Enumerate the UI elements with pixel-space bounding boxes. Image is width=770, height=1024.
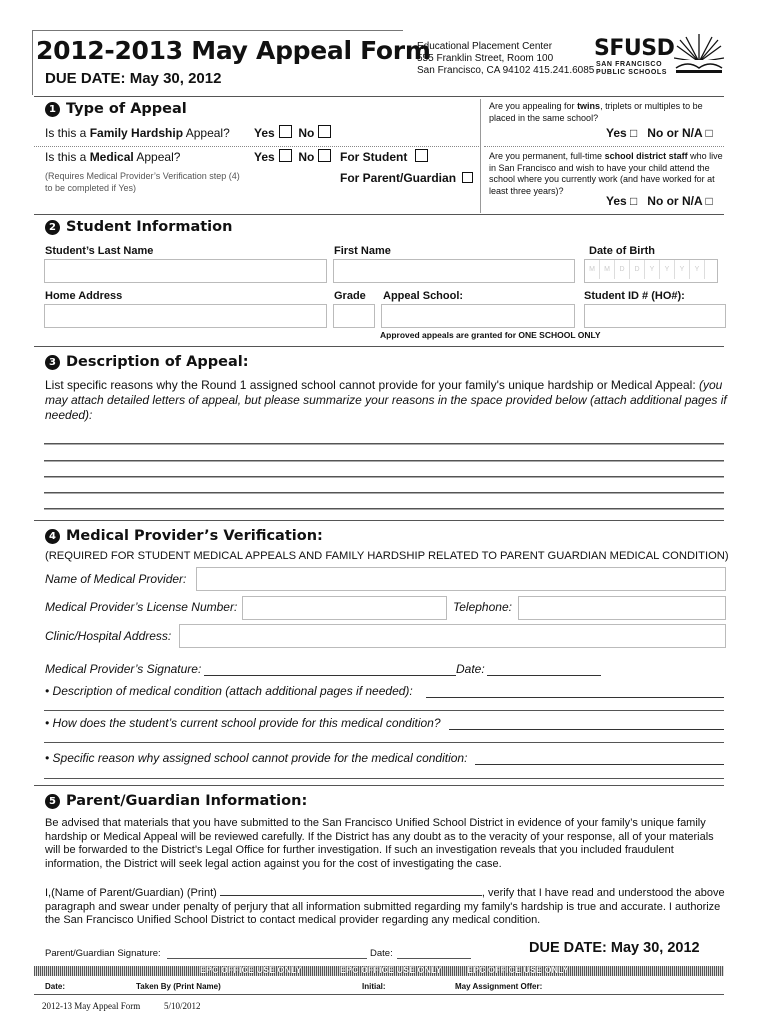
- dob-cell: D: [615, 260, 630, 279]
- medical-note: (Requires Medical Provider’s Verification step (4) to be completed if Yes): [45, 171, 240, 193]
- section5-heading: [45, 793, 307, 809]
- provider-name-input[interactable]: [196, 567, 726, 591]
- divider: [34, 520, 724, 521]
- office-taken-by-label: Taken By (Print Name): [136, 982, 221, 991]
- description-lines[interactable]: [44, 438, 724, 510]
- section-number-icon: 3: [45, 355, 60, 370]
- dob-cell: D: [630, 260, 645, 279]
- parent-name-line[interactable]: [220, 886, 482, 896]
- signature-line[interactable]: [204, 675, 456, 676]
- medical-options: [254, 149, 331, 164]
- form-title: 2012-2013 May Appeal Form: [36, 36, 431, 65]
- yes-label: Yes: [254, 126, 275, 140]
- due-date-footer: DUE DATE: May 30, 2012: [529, 940, 700, 956]
- dob-cell: M: [600, 260, 615, 279]
- section3-heading: [45, 354, 249, 370]
- student-id-input[interactable]: [584, 304, 726, 328]
- section3-title: Description of Appeal:: [66, 354, 249, 370]
- sig-date-line[interactable]: [487, 675, 601, 676]
- condition-line-2[interactable]: [44, 710, 724, 711]
- attestation-start: I,(Name of Parent/Guardian) (Print): [45, 887, 220, 899]
- home-address-input[interactable]: [44, 304, 327, 328]
- staff-question: [489, 151, 725, 197]
- q-bold: school district staff: [604, 151, 688, 161]
- instructions-italic: (you may attach detailed letters of appeal, but please summarize your reasons in the space provided below (attach additional pages if needed):: [45, 378, 727, 422]
- for-student-label: For Student: [340, 150, 408, 164]
- q-text: Appeal?: [183, 126, 230, 140]
- golden-gate-icon: [674, 32, 724, 78]
- vertical-divider: [480, 99, 481, 213]
- dob-cell: Y: [675, 260, 690, 279]
- dob-label: Date of Birth: [589, 245, 655, 257]
- medical-yes-checkbox[interactable]: [279, 149, 292, 162]
- dob-input[interactable]: [584, 259, 718, 283]
- for-parent-label: For Parent/Guardian: [340, 171, 457, 185]
- bullet-current-school: • How does the student’s current school provide for this medical condition?: [45, 716, 441, 730]
- section-number-icon: 2: [45, 220, 60, 235]
- office-initial-label: Initial:: [362, 982, 386, 991]
- hardship-no-checkbox[interactable]: [318, 125, 331, 138]
- license-label: Medical Provider’s License Number:: [45, 600, 238, 614]
- address-line-1: Educational Placement Center: [417, 41, 553, 52]
- section4-required: (REQUIRED FOR STUDENT MEDICAL APPEALS AND FAMILY HARDSHIP RELATED TO PARENT GUARDIAN MEDICAL CONDITION): [45, 550, 729, 562]
- section3-instructions: [45, 378, 730, 423]
- q-text: who live in San Francisco and wish to have your child attend the school where you currently work (and have worked for at least three years)?: [489, 151, 723, 196]
- q-text: Is this a: [45, 126, 90, 140]
- home-address-label: Home Address: [45, 290, 123, 302]
- section5-title: Parent/Guardian Information:: [66, 793, 308, 809]
- license-input[interactable]: [242, 596, 447, 620]
- for-parent-checkbox[interactable]: [462, 172, 473, 183]
- logo-sub-2: PUBLIC SCHOOLS: [596, 69, 668, 76]
- q-text: Appeal?: [133, 150, 181, 164]
- dob-cell: Y: [645, 260, 660, 279]
- section4-heading: [45, 528, 323, 544]
- for-student-checkbox[interactable]: [415, 149, 428, 162]
- section1-heading: [45, 101, 187, 117]
- q-text: Are you appealing for: [489, 101, 578, 111]
- last-name-input[interactable]: [44, 259, 327, 283]
- current-school-line-2[interactable]: [44, 742, 724, 743]
- twins-question: [489, 101, 725, 124]
- grade-label: Grade: [334, 290, 366, 302]
- section1-title: Type of Appeal: [66, 101, 187, 117]
- clinic-label: Clinic/Hospital Address:: [45, 629, 172, 643]
- twins-options[interactable]: Yes □ No or N/A □: [606, 126, 713, 140]
- hardship-options: [254, 125, 331, 140]
- bullet-condition: • Description of medical condition (attach additional pages if needed):: [45, 684, 413, 698]
- divider: [34, 96, 724, 97]
- no-label: No: [298, 126, 315, 140]
- section4-title: Medical Provider’s Verification:: [66, 528, 323, 544]
- bullet-assigned-school: • Specific reason why assigned school cannot provide for the medical condition:: [45, 751, 468, 765]
- medical-question: [45, 150, 180, 164]
- dob-cell: M: [585, 260, 600, 279]
- office-address: [417, 41, 594, 77]
- office-use-label: EPC OFFICE USE ONLY: [340, 965, 442, 975]
- q-bold: twins: [577, 101, 601, 111]
- yes-label: Yes: [254, 150, 275, 164]
- section2-title: Student Information: [66, 219, 233, 235]
- appeal-school-label: Appeal School:: [383, 290, 464, 302]
- section2-heading: [45, 219, 232, 235]
- parent-signature-label: Parent/Guardian Signature:: [45, 948, 161, 959]
- q-bold: Medical: [89, 150, 134, 164]
- last-name-label: Student’s Last Name: [45, 245, 154, 257]
- dotted-divider: [484, 146, 724, 147]
- current-school-line[interactable]: [449, 729, 724, 730]
- parent-date-line[interactable]: [397, 958, 471, 959]
- hardship-yes-checkbox[interactable]: [279, 125, 292, 138]
- divider: [34, 214, 724, 215]
- telephone-input[interactable]: [518, 596, 726, 620]
- first-name-input[interactable]: [333, 259, 575, 283]
- section-number-icon: 4: [45, 529, 60, 544]
- medical-no-checkbox[interactable]: [318, 149, 331, 162]
- divider: [34, 346, 724, 347]
- first-name-label: First Name: [334, 245, 391, 257]
- provider-name-label: Name of Medical Provider:: [45, 572, 187, 586]
- q-text: , triplets or multiples to be placed in the same school?: [489, 101, 703, 123]
- section-number-icon: 1: [45, 102, 60, 117]
- attestation-paragraph: [45, 886, 725, 928]
- office-date-label: Date:: [45, 982, 66, 991]
- for-parent-option: [340, 171, 473, 185]
- due-date-header: DUE DATE: May 30, 2012: [45, 70, 222, 87]
- grade-input[interactable]: [333, 304, 375, 328]
- appeal-school-input[interactable]: [381, 304, 575, 328]
- student-id-label: Student ID # (HO#):: [584, 290, 685, 302]
- assigned-school-line[interactable]: [475, 764, 724, 765]
- dob-cell: Y: [690, 260, 705, 279]
- signature-label: Medical Provider’s Signature:: [45, 662, 202, 676]
- q-text: Is this a: [45, 150, 90, 164]
- for-student-option: [340, 149, 428, 164]
- attestation-end: , verify that I have read and understood the above paragraph and swear under penalty of perjury that all information submitted regarding my family's hardship is true and accurate. I authorize the San Francisco Unified School District to contact medical provider regarding any medical condition.: [45, 887, 725, 927]
- logo-text: SFUSD: [594, 36, 675, 61]
- assigned-school-line-2[interactable]: [44, 778, 724, 779]
- footer-date: 5/10/2012: [164, 1001, 201, 1011]
- staff-options[interactable]: Yes □ No or N/A □: [606, 194, 713, 208]
- office-use-label: EPC OFFICE USE ONLY: [467, 965, 569, 975]
- address-line-2: 555 Franklin Street, Room 100: [417, 53, 554, 64]
- hardship-question: [45, 126, 230, 140]
- logo-sub-1: SAN FRANCISCO: [596, 61, 663, 68]
- address-line-3: San Francisco, CA 94102 415.241.6085: [417, 65, 595, 76]
- office-offer-label: May Assignment Offer:: [455, 982, 543, 991]
- dob-cell: Y: [660, 260, 675, 279]
- section-number-icon: 5: [45, 794, 60, 809]
- q-bold: Family Hardship: [89, 126, 184, 140]
- parent-date-label: Date:: [370, 948, 393, 959]
- parent-signature-line[interactable]: [167, 958, 367, 959]
- divider: [34, 994, 724, 995]
- advisory-paragraph: Be advised that materials that you have submitted to the San Francisco Unified School District in evidence of your family’s unique family hardship or Medical Appeal will be reviewed carefully. If the District has any doubt as to the veracity of your response, all of your materials will be forwarded to the District’s Legal Office for further investigation. If such an investigation reveals that you included fraudulent information, the District will seek legal action against you for the cost of investigating the case.: [45, 817, 714, 870]
- dotted-divider: [34, 146, 479, 147]
- clinic-input[interactable]: [179, 624, 726, 648]
- no-label: No: [298, 150, 315, 164]
- divider: [34, 785, 724, 786]
- condition-line[interactable]: [426, 697, 724, 698]
- one-school-note: Approved appeals are granted for ONE SCHOOL ONLY: [380, 330, 601, 340]
- office-use-label: EPC OFFICE USE ONLY: [200, 965, 302, 975]
- instructions-text: List specific reasons why the Round 1 assigned school cannot provide for your family's unique hardship or Medical Appeal:: [45, 378, 696, 392]
- footer-form-name: 2012-13 May Appeal Form: [42, 1001, 141, 1011]
- q-text: Are you permanent, full-time: [489, 151, 605, 161]
- telephone-label: Telephone:: [453, 600, 512, 614]
- sig-date-label: Date:: [456, 662, 485, 676]
